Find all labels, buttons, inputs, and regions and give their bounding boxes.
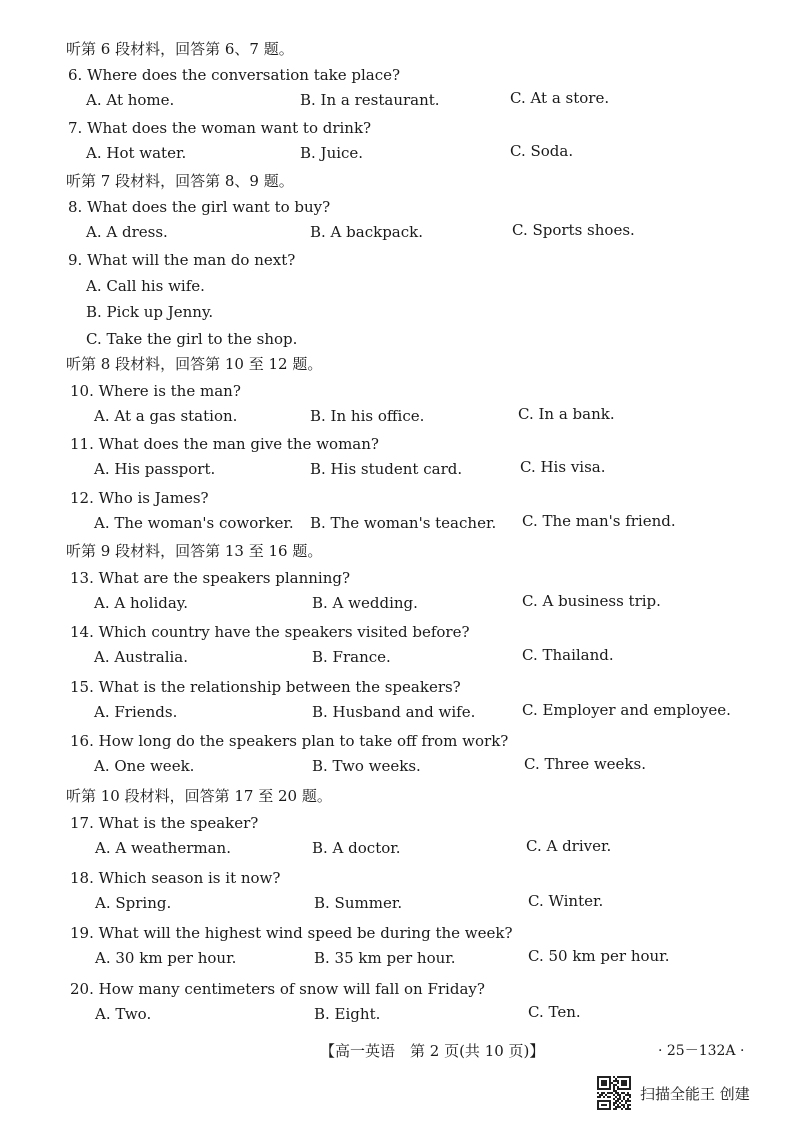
answer-option: B. Two weeks.	[312, 757, 421, 775]
answer-option: B. In a restaurant.	[300, 91, 440, 109]
question-stem: 16. How long do the speakers plan to take off from work?	[70, 732, 509, 750]
answer-option: B. Husband and wife.	[312, 703, 476, 721]
question-stem: 10. Where is the man?	[70, 382, 241, 400]
answer-option: A. Two.	[95, 1005, 152, 1023]
answer-option: A. The woman's coworker.	[94, 514, 294, 532]
section-heading: 听第 9 段材料，回答第 13 至 16 题。	[66, 542, 323, 560]
answer-option: B. In his office.	[310, 407, 425, 425]
question-stem: 7. What does the woman want to drink?	[68, 119, 372, 137]
answer-option: C. 50 km per hour.	[528, 947, 670, 965]
question-stem: 15. What is the relationship between the speakers?	[70, 678, 461, 696]
answer-option: B. Summer.	[314, 894, 403, 912]
answer-option: C. Soda.	[510, 142, 574, 160]
answer-option: A. Australia.	[94, 648, 189, 666]
answer-option: C. Ten.	[528, 1003, 581, 1021]
question-stem: 6. Where does the conversation take place?	[68, 66, 401, 84]
answer-option: A. His passport.	[94, 460, 216, 478]
answer-option: C. Take the girl to the shop.	[86, 330, 298, 348]
question-stem: 17. What is the speaker?	[70, 814, 259, 832]
question-stem: 13. What are the speakers planning?	[70, 569, 351, 587]
answer-option: B. Juice.	[300, 144, 364, 162]
answer-option: C. Winter.	[528, 892, 604, 910]
answer-option: B. A wedding.	[312, 594, 418, 612]
answer-option: C. Sports shoes.	[512, 221, 635, 239]
answer-option: C. Employer and employee.	[522, 701, 731, 719]
section-heading: 听第 8 段材料，回答第 10 至 12 题。	[66, 355, 323, 373]
question-stem: 12. Who is James?	[70, 489, 209, 507]
page-footer: 【高一英语 第 2 页(共 10 页)】	[320, 1042, 545, 1060]
answer-option: B. His student card.	[310, 460, 463, 478]
question-stem: 18. Which season is it now?	[70, 869, 281, 887]
paper-code: · 25－132A ·	[658, 1043, 745, 1059]
question-stem: 19. What will the highest wind speed be during the week?	[70, 924, 513, 942]
answer-option: B. Eight.	[314, 1005, 381, 1023]
answer-option: C. The man's friend.	[522, 512, 676, 530]
section-heading: 听第 10 段材料，回答第 17 至 20 题。	[66, 787, 332, 805]
answer-option: B. A backpack.	[310, 223, 423, 241]
answer-option: C. In a bank.	[518, 405, 615, 423]
question-stem: 20. How many centimeters of snow will fall on Friday?	[70, 980, 485, 998]
answer-option: A. At a gas station.	[94, 407, 238, 425]
section-heading: 听第 7 段材料，回答第 8、9 题。	[66, 172, 294, 190]
qr-code-icon	[597, 1076, 631, 1110]
question-stem: 11. What does the man give the woman?	[70, 435, 379, 453]
answer-option: C. A business trip.	[522, 592, 661, 610]
answer-option: C. A driver.	[526, 837, 612, 855]
answer-option: A. Hot water.	[86, 144, 187, 162]
answer-option: A. Spring.	[95, 894, 172, 912]
answer-option: C. His visa.	[520, 458, 606, 476]
answer-option: A. Call his wife.	[86, 277, 205, 295]
answer-option: B. 35 km per hour.	[314, 949, 456, 967]
answer-option: A. 30 km per hour.	[95, 949, 237, 967]
answer-option: A. A holiday.	[94, 594, 189, 612]
answer-option: B. Pick up Jenny.	[86, 303, 214, 321]
section-heading: 听第 6 段材料，回答第 6、7 题。	[66, 40, 294, 58]
answer-option: A. A weatherman.	[95, 839, 231, 857]
scanner-watermark: 扫描全能王 创建	[640, 1085, 750, 1103]
answer-option: A. A dress.	[86, 223, 168, 241]
answer-option: A. One week.	[94, 757, 195, 775]
answer-option: C. Thailand.	[522, 646, 614, 664]
question-stem: 8. What does the girl want to buy?	[68, 198, 331, 216]
answer-option: B. A doctor.	[312, 839, 401, 857]
question-stem: 14. Which country have the speakers visited before?	[70, 623, 470, 641]
answer-option: B. France.	[312, 648, 391, 666]
answer-option: A. Friends.	[94, 703, 178, 721]
answer-option: B. The woman's teacher.	[310, 514, 497, 532]
answer-option: C. Three weeks.	[524, 755, 646, 773]
answer-option: A. At home.	[86, 91, 175, 109]
answer-option: C. At a store.	[510, 89, 610, 107]
question-stem: 9. What will the man do next?	[68, 251, 296, 269]
